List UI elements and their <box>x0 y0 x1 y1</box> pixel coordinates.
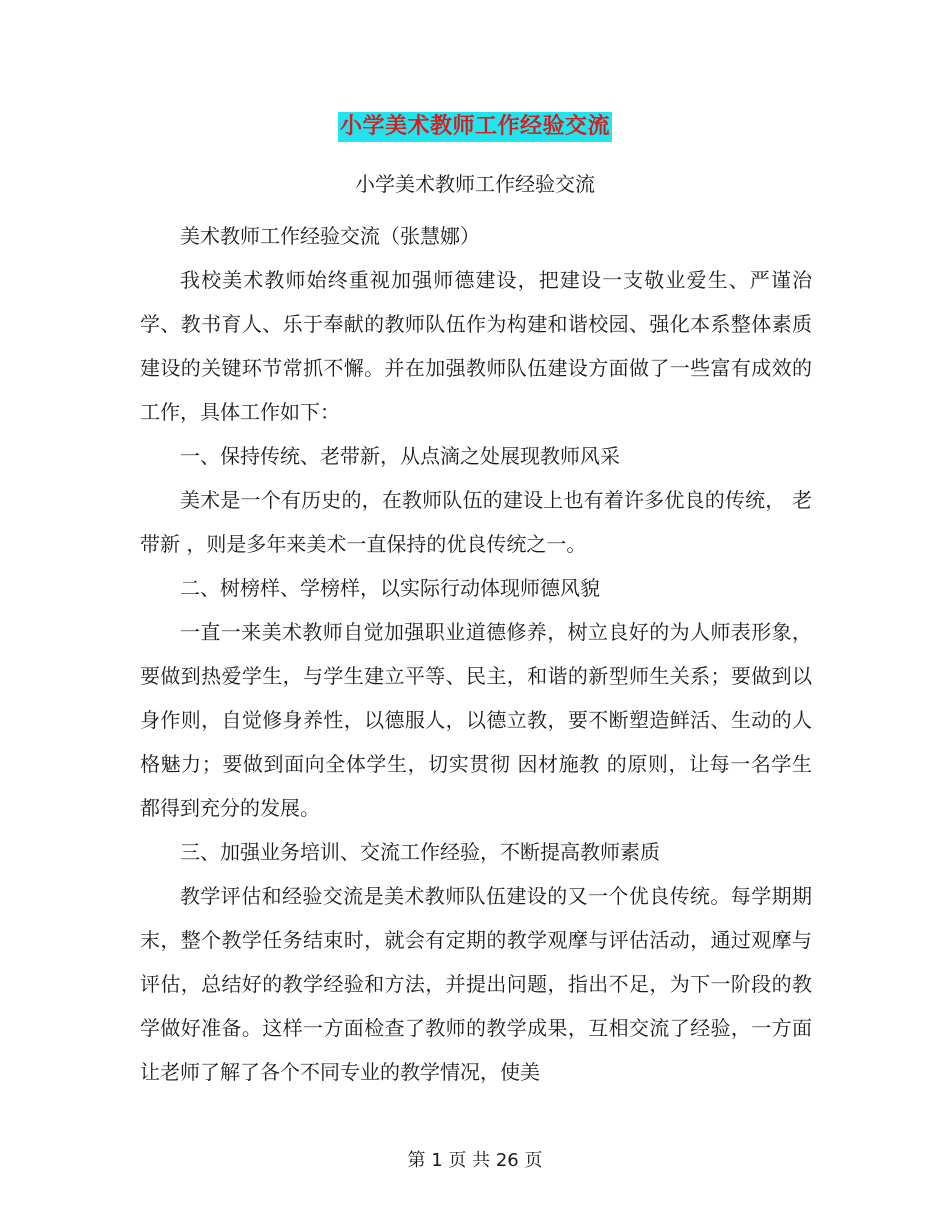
document-body <box>140 214 812 1094</box>
title-row <box>0 112 950 142</box>
document-title: 小学美术教师工作经验交流 <box>338 112 612 142</box>
paragraph-byline: 美术教师工作经验交流（张慧娜） <box>180 224 480 248</box>
paragraph-section-3: 教学评估和经验交流是美术教师队伍建设的又一个优良传统。每学期期末，整个教学任务结束时，就会有定期的教学观摩与评估活动，通过观摩与评估，总结好的教学经验和方法，并提出问题，指出不足，为下一阶段的教学做好准备。这样一方面检查了教师的教学成果，互相交流了经验，一方面让老师了解了各个不同专业的教学情况，使美 <box>140 884 812 1084</box>
document-subtitle: 小学美术教师工作经验交流 <box>355 172 595 196</box>
page-number-footer: 第 1 页 共 26 页 <box>407 1150 543 1171</box>
paragraph-intro: 我校美术教师始终重视加强师德建设，把建设一支敬业爱生、严谨治学、教书育人、乐于奉献的教师队伍作为构建和谐校园、强化本系整体素质建设的关键环节常抓不懈。并在加强教师队伍建设方面做了一些富有成效的工作，具体工作如下： <box>140 268 812 424</box>
paragraph-section-2: 一直一来美术教师自觉加强职业道德修养，树立良好的为人师表形象，要做到热爱学生，与学生建立平等、民主，和谐的新型师生关系；要做到以身作则，自觉修身养性，以德服人，以德立教，要不断塑造鲜活、生动的人格魅力；要做到面向全体学生，切实贯彻 因材施教 的原则，让每一名学生都得到充分的发展。 <box>140 620 812 820</box>
section-heading-2: 二、树榜样、学榜样，以实际行动体现师德风貌 <box>180 576 600 600</box>
section-heading-1: 一、保持传统、老带新，从点滴之处展现教师风采 <box>180 444 620 468</box>
section-heading-3: 三、加强业务培训、交流工作经验，不断提高教师素质 <box>180 840 660 864</box>
paragraph-section-1: 美术是一个有历史的，在教师队伍的建设上也有着许多优良的传统， 老带新 ，则是多年来美术一直保持的优良传统之一。 <box>140 488 812 556</box>
